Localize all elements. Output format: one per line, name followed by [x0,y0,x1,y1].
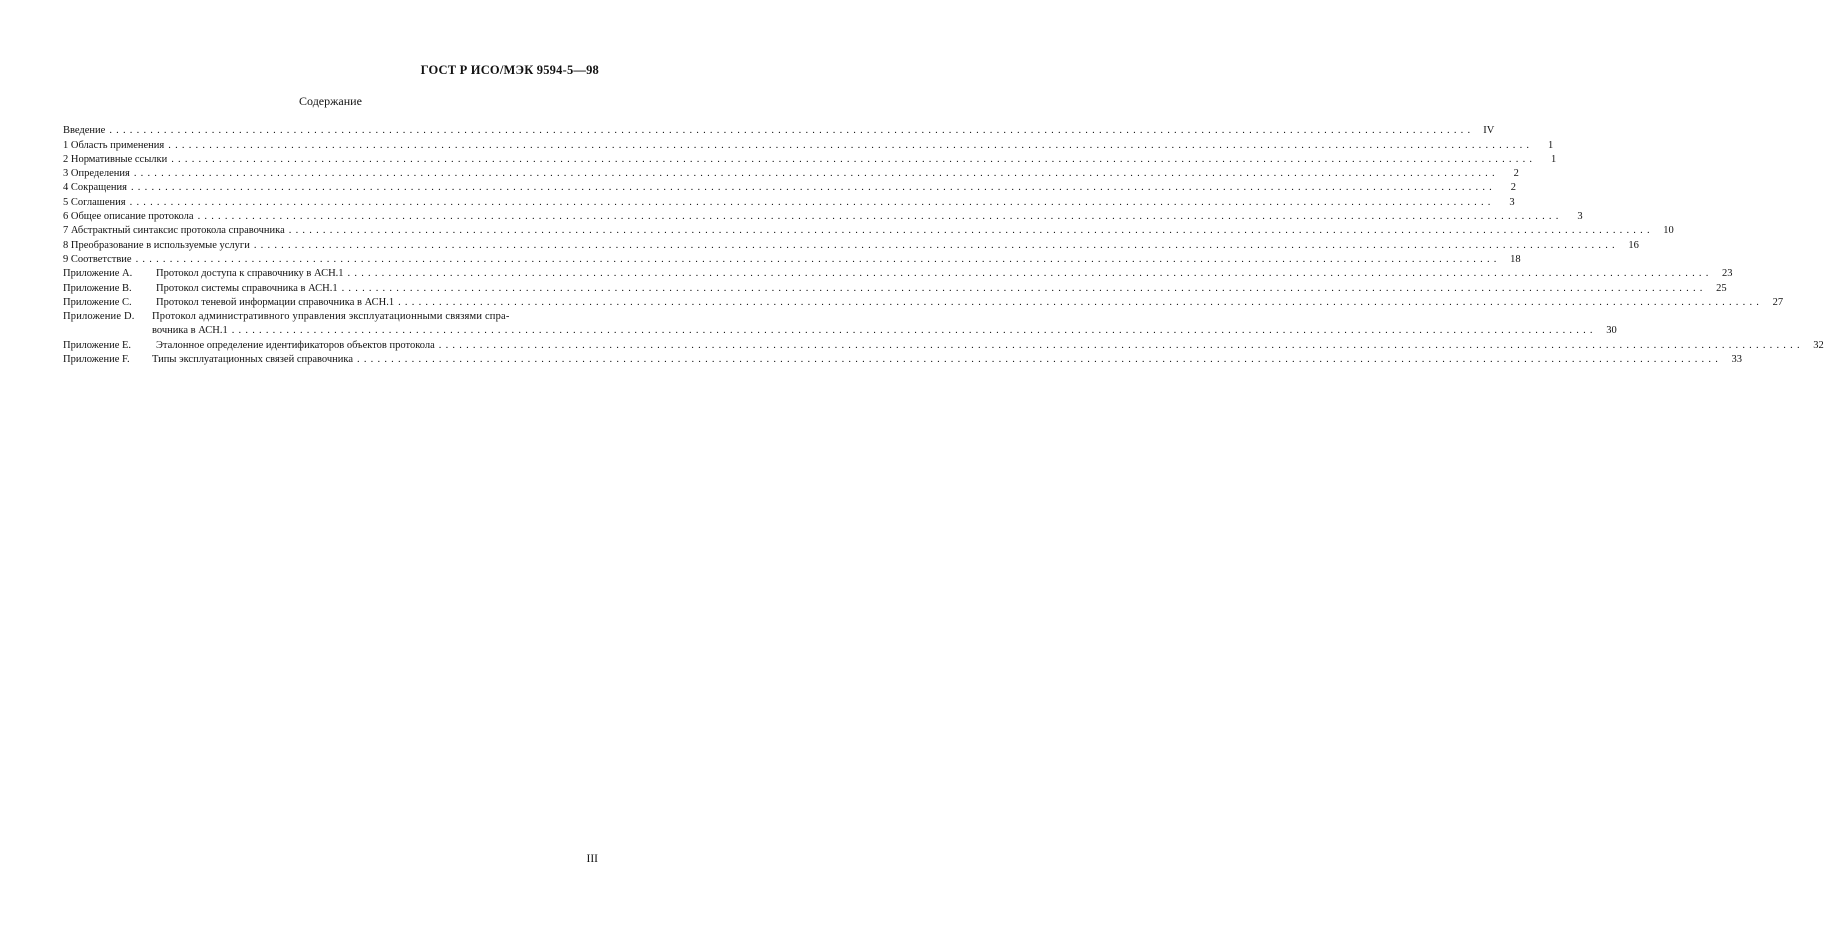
toc-entry-page: 1 [1550,153,1557,165]
toc-entry-label: 4 Сокращения [63,182,127,194]
appendix-label: Приложение В. [63,282,132,294]
toc-leader-dots: ........................................................................................................................................................................................................ [357,354,1723,366]
toc-entry-conventions[interactable] [63,194,1515,208]
toc-entry-scope[interactable] [63,137,1554,151]
appendix-label: Приложение С. [63,296,132,308]
toc-entry-page: 33 [1731,354,1743,366]
toc-entry-appendix-f[interactable] [63,352,1743,366]
toc-entry-label: 2 Нормативные ссылки [63,153,168,165]
toc-entry-page: 1 [1548,139,1554,151]
appendix-title-line1: Протокол административного управления эксплуатационными связями спра- [152,311,510,323]
toc-entry-page: 30 [1606,325,1617,337]
toc-entry-appendix-b[interactable] [63,280,1727,294]
toc-entry-page: 27 [1772,296,1784,308]
appendix-label: Приложение Е. [63,339,132,351]
toc-leader-dots: ........................................................................................................................................................................................................ [398,296,1764,308]
toc-leader-dots: ........................................................................................................................................................................................................ [135,253,1501,265]
appendix-title: Эталонное определение идентификаторов объектов протокола [156,339,435,351]
toc-entry-page: 32 [1813,339,1824,351]
toc-leader-dots: ........................................................................................................................................................................................................ [347,268,1713,280]
toc-leader-dots: ........................................................................................................................................................................................................ [231,325,1597,337]
toc-leader-dots: ........................................................................................................................................................................................................ [109,125,1475,137]
toc-entry-page: IV [1483,125,1495,137]
table-of-contents [63,123,1824,366]
toc-entry-page: 2 [1513,168,1519,180]
toc-entry-protocol-overview[interactable] [63,209,1583,223]
toc-title: Содержание [299,94,362,108]
toc-entry-label: 8 Преобразование в используемые услуги [63,239,250,251]
toc-leader-dots: ........................................................................................................................................................................................................ [341,282,1707,294]
appendix-label: Приложение F. [63,354,130,366]
toc-entry-page: 10 [1663,225,1674,237]
toc-entry-appendix-d[interactable] [63,309,1617,338]
toc-entry-abstract-syntax[interactable] [63,223,1674,237]
toc-entry-label: 5 Соглашения [63,196,126,208]
toc-entry-appendix-e[interactable] [63,337,1824,351]
toc-entry-mapping-services[interactable] [63,237,1639,251]
appendix-title: Протокол системы справочника в АСН.1 [156,282,338,294]
toc-entry-abbreviations[interactable] [63,180,1516,194]
toc-entry-definitions[interactable] [63,166,1519,180]
toc-leader-dots: ........................................................................................................................................................................................................ [253,239,1619,251]
toc-entry-page: 2 [1510,182,1516,194]
toc-entry-conformance[interactable] [63,252,1521,266]
toc-entry-label: 6 Общее описание протокола [63,211,194,223]
toc-leader-dots: ........................................................................................................................................................................................................ [288,225,1654,237]
toc-leader-dots: ........................................................................................................................................................................................................ [197,211,1563,223]
appendix-title: Протокол теневой информации справочника в АСН.1 [156,296,395,308]
toc-entry-normative-references[interactable] [63,152,1557,166]
toc-entry-introduction[interactable] [63,123,1495,137]
toc-leader-dots: ........................................................................................................................................................................................................ [168,139,1534,151]
toc-entry-appendix-a[interactable] [63,266,1733,280]
toc-leader-dots: ........................................................................................................................................................................................................ [129,196,1495,208]
toc-entry-label: 3 Определения [63,168,130,180]
toc-entry-page: 16 [1628,239,1639,251]
toc-entry-page: 18 [1510,253,1521,265]
document-header: ГОСТ Р ИСО/МЭК 9594-5—98 [420,63,599,77]
toc-entry-page: 23 [1722,268,1733,280]
toc-entry-page: 25 [1716,282,1727,294]
toc-entry-label: Введение [63,125,106,137]
toc-entry-label: 9 Соответствие [63,253,132,265]
toc-leader-dots: ........................................................................................................................................................................................................ [171,153,1537,165]
toc-entry-label: 7 Абстрактный синтаксис протокола справочника [63,225,285,237]
toc-leader-dots: ........................................................................................................................................................................................................ [133,168,1499,180]
toc-entry-label: 1 Область применения [63,139,165,151]
toc-leader-dots: ........................................................................................................................................................................................................ [130,182,1496,194]
toc-entry-appendix-c[interactable] [63,295,1784,309]
appendix-title: Типы эксплуатационных связей справочника [152,354,354,366]
toc-leader-dots: ........................................................................................................................................................................................................ [438,339,1804,351]
appendix-title-line2: вочника в АСН.1 [152,325,228,337]
appendix-title: Протокол доступа к справочнику в АСН.1 [156,268,344,280]
toc-entry-page: 3 [1509,196,1515,208]
toc-entry-page: 3 [1577,211,1583,223]
page-number: III [586,853,598,865]
appendix-label: Приложение А. [63,268,133,280]
appendix-label: Приложение D. [63,311,135,323]
